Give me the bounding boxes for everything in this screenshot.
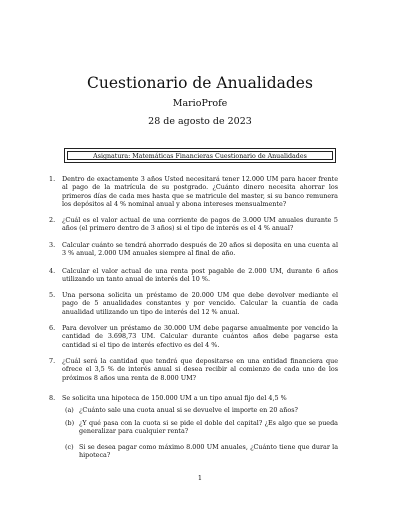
question-1 <box>49 175 338 209</box>
question-7 <box>49 357 338 382</box>
question-text: Una persona solicita un préstamo de 20.000 UM que debe devolver mediante el pago de 5 anualidades constantes y por vencido. Calcular la cuantía de cada anualidad utilizando un tipo de interés del 12 % anual. <box>62 291 338 316</box>
question-text: ¿Cuál será la cantidad que tendrá que depositarse en una entidad financiera que ofrece el 3,5 % de interés anual si desea recibir al comienzo de cada uno de los próximos 8 años una renta de 8.000 UM? <box>62 357 338 382</box>
question-number: 3. <box>49 241 56 249</box>
subquestion-label: (c) <box>65 443 74 451</box>
page-number: 1 <box>197 474 203 482</box>
question-6 <box>49 324 338 349</box>
subject-label: Asignatura: Matemáticas Financieras Cuestionario de Anualidades <box>67 151 333 160</box>
question-number: 1. <box>49 175 56 183</box>
question-text: Dentro de exactamente 3 años Usted necesitará tener 12.000 UM para hacer frente al pago de la matrícula de su postgrado. ¿Cuánto dinero necesita ahorrar los primeros días de cada mes hasta que se matricule del master, si su banco remunera los depósitos al 4 % nominal anual y abona intereses mensualmente? <box>62 175 338 209</box>
question-number: 5. <box>49 291 56 299</box>
subquestion-text: Si se desea pagar como máximo 8.000 UM anuales, ¿Cuánto tiene que durar la hipoteca? <box>79 443 338 460</box>
question-number: 7. <box>49 357 56 365</box>
subquestion-b <box>65 419 338 436</box>
subquestion-label: (a) <box>65 406 74 414</box>
question-number: 8. <box>49 394 56 402</box>
question-text: ¿Cuál es el valor actual de una corriente de pagos de 3.000 UM anuales durante 5 años (el primero dentro de 3 años) si el tipo de interés es el 4 % anual? <box>62 216 338 233</box>
document-date: 28 de agosto de 2023 <box>148 116 252 127</box>
question-number: 6. <box>49 324 56 332</box>
subquestion-text: ¿Y qué pasa con la cuota si se pide el doble del capital? ¿Es algo que se pueda generalizar para cualquier renta? <box>79 419 338 436</box>
subject-box <box>64 148 336 163</box>
question-3 <box>49 241 338 258</box>
subquestion-c <box>65 443 338 460</box>
question-text: Para devolver un préstamo de 30.000 UM debe pagarse anualmente por vencido la cantidad de 3.698,73 UM. Calcular durante cuántos años debe pagarse esta cantidad si el tipo de interés efectivo es del 4 %. <box>62 324 338 349</box>
question-4 <box>49 267 338 284</box>
subquestion-text: ¿Cuánto sale una cuota anual si se devuelve el importe en 20 años? <box>79 406 298 414</box>
question-number: 4. <box>49 267 56 275</box>
question-text: Se solicita una hipoteca de 150.000 UM a un tipo anual fijo del 4,5 % <box>62 394 287 402</box>
document-title: Cuestionario de Anualidades <box>87 74 313 92</box>
question-number: 2. <box>49 216 56 224</box>
document-author: MarioProfe <box>172 98 228 109</box>
question-text: Calcular cuánto se tendrá ahorrado después de 20 años si deposita en una cuenta al 3 % anual, 2.000 UM anuales siempre al final de año. <box>62 241 338 258</box>
question-text: Calcular el valor actual de una renta post pagable de 2.000 UM, durante 6 años utilizando un tanto anual de interés del 10 %. <box>62 267 338 284</box>
question-5 <box>49 291 338 316</box>
question-8 <box>49 394 338 402</box>
question-2 <box>49 216 338 233</box>
subquestion-a <box>65 406 338 414</box>
subquestion-label: (b) <box>65 419 75 427</box>
